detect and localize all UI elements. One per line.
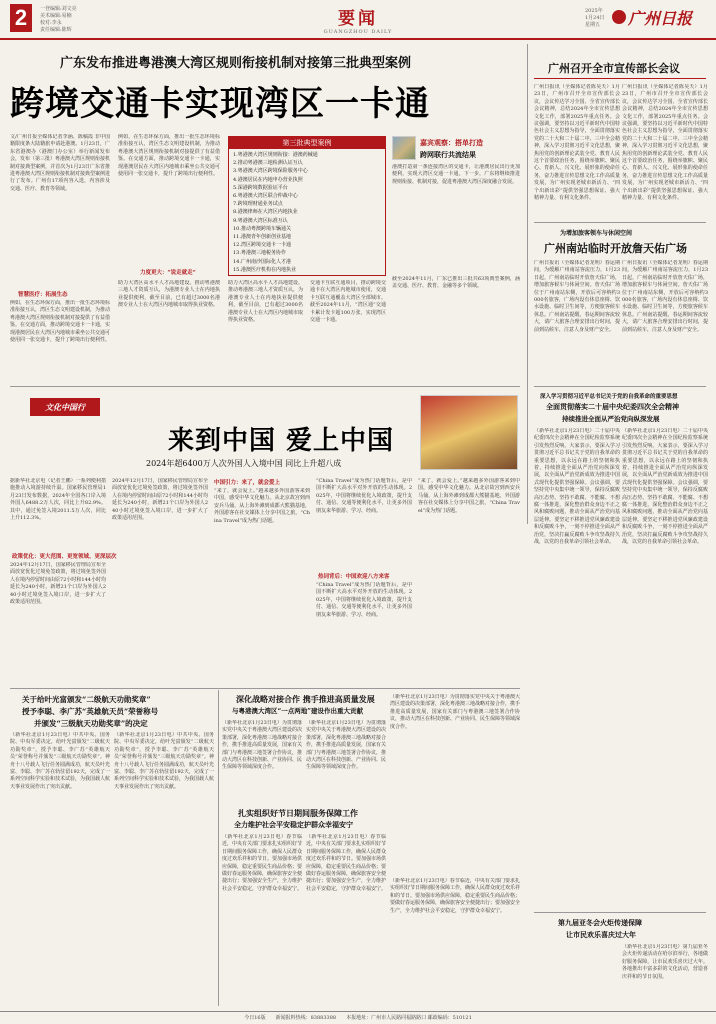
sidebar2-title: 广州南站临时开放詹天佑广场 xyxy=(544,242,687,255)
bottom4-title: 第九届亚冬会火炬传递保障 xyxy=(558,918,642,927)
bottom3-col1: （新华社北京1月23日电）春节临近，中央有关部门要求扎实组织好节日期间服务保障工作，确保人民群众度过欢乐祥和的节日。要加强市场供应保障，稳定重要民生商品价格；要做好春运服务保障，确保旅客安全便捷出行；要加强安全生产，全力维护社会平安稳定，守护群众幸福安宁。 xyxy=(222,834,302,892)
lead-col1b: 例如，在生态环保方面，推出一批生态环境标准衔接互认，湾区生态文明建设机制，为推动粤港澳大湾区规则衔接机制对接提供了有益借鉴。在交通方面，推动跨境交通卡一卡通，实现港澳居民在大湾区内地城市乘坐公共交通可使用同一张交通卡，提升了跨境出行便利性。 xyxy=(10,300,110,344)
lead-col4: 交通卡互联互通项目，推动跨境交通卡在大湾区内地城市使用，交通卡互联互通覆盖大湾区全部城市。截至2024年11月，“湾区通”交通卡累计发卡超100万张，实现湾区交通一卡通。 xyxy=(310,280,386,324)
lead-col2b: 助力大湾区高水平人才高地建设。推动粤港澳三地人才资质互认，为港澳专业人士在内地执业提供便利，截至目前，已有超过3000名港澳专业人士在大湾区内地城市取得执业资格。 xyxy=(118,280,220,309)
feature-photo xyxy=(420,395,518,470)
sidebar2-col2: 广州日报讯（全媒体记者龙明）春运期间，为缓解广州南站客流压力，1月23日起，广州南站临时开放詹天佑广场，增加旅客候车与休闲空间。詹天佑广场位于广州南站东侧，开放后可容纳约3000名旅客，广场内设有休息座椅、饮水设施、临时卫生间等，方便旅客候车休息。广州南站提醒，春运期间客流较大，请广大旅客合理安排出行时间，提前到站候车，注意人身及财产安全。 xyxy=(622,260,708,333)
case-list-title: 第三批典型案例 xyxy=(229,137,385,149)
sidebar1-col2: 广州日报讯（全媒体记者陈昊天）1月23日，广州市召开全市宣传部长会议，会议传达学习全国、全省宣传部长会议精神，总结2024年全市宣传思想文化工作，部署2025年重点任务。会议强调，要坚持以习近平新时代中国特色社会主义思想为指导，全面贯彻落实党的二十大和二十届二中、三中全会精神，深入学习贯彻习近平文化思想，聚焦用党的创新理论武装全党、教育人民这个首要政治任务，围绕举旗帜、聚民心、育新人、兴文化、展形象的使命任务，奋力推进宣传思想文化工作高质量发展，为广州实现老城市新活力、“四个出新出彩”提供坚强思想保证、强大精神力量、有利文化条件。 xyxy=(622,84,708,202)
bottom3-col2: （新华社北京1月23日电）春节临近，中央有关部门要求扎实组织好节日期间服务保障工作，确保人民群众度过欢乐祥和的节日。要加强市场供应保障，稳定重要民生商品价格；要做好春运服务保障，确保旅客安全便捷出行；要加强安全生产，全力维护社会平安稳定，守护群众幸福安宁。 xyxy=(306,834,386,892)
bottom1-title: 关于给叶光富颁发“二级航天功勋奖章” xyxy=(22,695,151,704)
feature-title: 来到中国 爱上中国 xyxy=(168,426,395,456)
bottom2-col3: （新华社北京1月23日电）为贯彻落实党中央关于粤港澳大湾区建设的决策部署，深化粤港澳三地战略对接合作，携手推进高质量发展，国家有关部门与粤港澳三地签署合作协议，推动大湾区在科技创新、产业协同、民生保障等领域深度合作。 xyxy=(390,694,520,730)
bottom1-col2: （新华社北京1月23日电）中共中央、国务院、中央军委决定，给叶光富颁发“二级航天功勋奖章”，授予李聪、李广苏“英雄航天员”荣誉称号并颁发“三级航天功勋奖章”。神舟十八号载人飞行任务圆满成功，航天员叶光富、李聪、李广苏在轨驻留192天，完成了一系列空间科学实验和技术试验，为我国载人航天事业发展作出了突出贡献。 xyxy=(114,732,214,790)
feature-col1: 据新华社北京电（记者王鹏）一系列便利措施推动入境游持续升温。国家移民管理局1月23日发布数据，2024年全国各口岸入境外国人6488.2万人次，同比上升82.9%。其中，通过免签入境2011.5万人次，同比上升112.3%。 xyxy=(10,478,106,522)
lead-col2: 例如，在生态环保方面，推出一批生态环境标准衔接互认，湾区生态文明建设机制，为推动粤港澳大湾区规则衔接机制对接提供了有益借鉴。在交通方面，推动跨境交通卡一卡通，实现港澳居民在大湾区内地城市乘坐公共交通可使用同一张交通卡，提升了跨境出行便利性。 xyxy=(118,134,220,178)
bottom1-title2: 授予李聪、李广苏“英雄航天员”荣誉称号 xyxy=(22,707,159,716)
feature-head1: 政策优化：更大范围、更宽领域、更深层次 xyxy=(12,554,117,560)
bottom4-divider xyxy=(534,912,706,913)
bottom4-body: （新华社北京1月23日电）第九届亚冬会火炬传递活动在哈尔滨举行，各地做好服务保障，让市民欢乐喜庆过大年。各地推出丰富多彩的文化活动，营造喜庆祥和的节日氛围。 xyxy=(622,944,708,980)
bottom3-col3: （新华社北京1月23日电）春节临近，中央有关部门要求扎实组织好节日期间服务保障工作，确保人民群众度过欢乐祥和的节日。要加强市场供应保障，稳定重要民生商品价格；要做好春运服务保障，确保旅客安全便捷出行；要加强安全生产，全力维护社会平安稳定，守护群众幸福安宁。 xyxy=(390,878,520,914)
feature-col4: “China Travel”成为热门话题背后，是中国不断扩大高水平对外开放的生动体现。2025年，中国将继续优化入境政策，提升支付、通信、交通等便利化水平，让更多外国朋友来华旅游、学习、经商。 xyxy=(316,478,412,514)
feature-head2: 中国引力：来了，就会爱上 xyxy=(214,480,281,486)
bottom2-col2: （新华社北京1月23日电）为贯彻落实党中央关于粤港澳大湾区建设的决策部署，深化粤港澳三地战略对接合作，携手推进高质量发展，国家有关部门与粤港澳三地签署合作协议，推动大湾区在科技创新、产业协同、民生保障等领域深度合作。 xyxy=(306,720,386,771)
feature-head3: 热词背后：中国欢迎八方来客 xyxy=(318,574,390,580)
feature-col4b: “China Travel”成为热门话题背后，是中国不断扩大高水平对外开放的生动体现。2025年，中国将继续优化入境政策，提升支付、通信、交通等便利化水平，让更多外国朋友来华旅游、学习、经商。 xyxy=(316,582,412,618)
right-pretitle: 深入学习贯彻习近平总书记关于党的自我革命的重要思想 xyxy=(540,394,678,400)
bottom2-col1: （新华社北京1月23日电）为贯彻落实党中央关于粤港澳大湾区建设的决策部署，深化粤港澳三地战略对接合作，携手推进高质量发展，国家有关部门与粤港澳三地签署合作协议，推动大湾区在科技创新、产业协同、民生保障等领域深度合作。 xyxy=(222,720,302,771)
issue-date: 2025年 1月24日 星期五 xyxy=(585,8,605,28)
lead-subtitle: 广东发布推进粤港澳大湾区规则衔接机制对接第三批典型案例 xyxy=(60,56,412,71)
interview-portrait xyxy=(392,136,416,160)
lead-sub-head-2: 力度更大：“说走就走” xyxy=(140,270,196,276)
feature-col3: “来了，就会爱上。”越来越多外国游客来到中国，感受中华文化魅力。从北京故宫到西安兵马俑，从上海外滩到成都大熊猫基地，外国游客在社交媒体上分享中国之旅，“China Travel”成为热门话题。 xyxy=(214,488,310,524)
right-divider xyxy=(534,386,706,387)
lead-title: 跨境交通卡实现湾区一卡通 xyxy=(10,84,430,124)
page-header xyxy=(0,0,716,40)
sidebar1-rule xyxy=(534,78,706,79)
feature-badge: 文化中国行 xyxy=(30,398,100,416)
bottom2-title: 深化战略对接合作 携手推进高质量发展 xyxy=(236,694,375,704)
feature-col5: “来了，就会爱上。”越来越多外国游客来到中国，感受中华文化魅力。从北京故宫到西安兵马俑，从上海外滩到成都大熊猫基地，外国游客在社交媒体上分享中国之旅，“China Travel”成为热门话题。 xyxy=(418,478,520,514)
newspaper-logo-icon xyxy=(612,10,626,24)
bottom1-col1: （新华社北京1月23日电）中共中央、国务院、中央军委决定，给叶光富颁发“二级航天功勋奖章”，授予李聪、李广苏“英雄航天员”荣誉称号并颁发“三级航天功勋奖章”。神舟十八号载人飞行任务圆满成功，航天员叶光富、李聪、李广苏在轨驻留192天，完成了一系列空间科学实验和技术试验，为我国载人航天事业发展作出了突出贡献。 xyxy=(10,732,110,790)
bottom4-title2: 让市民欢乐喜庆过大年 xyxy=(566,930,636,939)
section-title: 要闻 GUANGZHOU DAILY xyxy=(323,9,393,35)
column-divider xyxy=(527,44,528,524)
lead-sub-head: 智慧医疗：拓展生态 xyxy=(18,292,68,298)
case-list-box xyxy=(228,136,386,276)
sidebar1-col1: 广州日报讯（全媒体记者陈昊天）1月23日，广州市召开全市宣传部长会议，会议传达学习全国、全省宣传部长会议精神，总结2024年全市宣传思想文化工作，部署2025年重点任务。会议强调，要坚持以习近平新时代中国特色社会主义思想为指导，全面贯彻落实党的二十大和二十届二中、三中全会精神，深入学习贯彻习近平文化思想，聚焦用党的创新理论武装全党、教育人民这个首要政治任务，围绕举旗帜、聚民心、育新人、兴文化、展形象的使命任务，奋力推进宣传思想文化工作高质量发展，为广州实现老城市新活力、“四个出新出彩”提供坚强思想保证、强大精神力量、有利文化条件。 xyxy=(534,84,620,202)
editor-credits: 一登编辑:刘文亮 美术编辑:易楠 校对:李永 责任编辑:陈辉 xyxy=(40,6,77,33)
interview-subtitle: 跨网联行共流结果 xyxy=(420,150,476,159)
right-title: 全面贯彻落实二十届中央纪委四次全会精神 xyxy=(546,402,679,411)
bottom2-sub: 与粤港澳大湾区“一点两地”建设作出重大贡献 xyxy=(232,707,363,715)
page-footer: 今日16版 新闻报料热线：83883388 本报地址：广州市人民路同福路路口 邮政编码：510121 xyxy=(0,1011,716,1024)
feature-subtitle: 2024年超6400万人次外国人入境中国 同比上升超八成 xyxy=(146,459,342,468)
sidebar-divider xyxy=(534,222,706,223)
sidebar2-pretitle: 为增加旅客领车与休闲空间 xyxy=(560,230,633,237)
lead-col3: 助力大湾区高水平人才高地建设。推动粤港澳三地人才资质互认，为港澳专业人士在内地执业提供便利，截至目前，已有超过3000名港澳专业人士在大湾区内地城市取得执业资格。 xyxy=(228,280,303,324)
lead-col1: 文/广州日报全媒体记者李涵、陈稿霞 非中国籍限度条大陆籍旅申请赴港澳。1月23日，广东省港澳办（港澳门办公室）举行新闻发布会，发布（第三批）粤港澳大湾区规则衔接机制对接典型案例，并首次为1月23日广东省推进粤港澳大湾区规则衔接机制对接典型案例进行了发布。广州有17项内容入选，内容涉及交通、医疗、教育等领域。 xyxy=(10,134,110,192)
page-number: 2 xyxy=(10,4,32,32)
bottom1-title3: 并颁发“三级航天功勋奖章”的决定 xyxy=(34,719,148,728)
feature-col2: 2024年12月17日，国家移民管理局宣布全面放宽优化过境免签政策，将过境免签外国人在境内停留时间由原72小时和144小时均延长为240小时，新增21个口岸为外国人240小时过境免签入境口岸，进一步扩大了政策适用范围。 xyxy=(112,478,208,522)
right-title2: 持续推进全面从严治党向纵深发展 xyxy=(562,415,660,423)
case-list: 1.粤港澳大湾区规则衔接：港澳药械通 2.推动粤港澳三地检测认证互认 3.粤港澳大湾区跨境保险服务中心 4.港澳居民在内地申办营业执照 5.深港跨境数据验证平台 6.粤港澳大湾区联合仲裁中心 7.跨境理财通业务试点 8.港澳律师在大湾区内地执业 9.粤港澳大湾区标准互认 10.推动粤澳跨境车辆通关 11.港澳青年创新创业基地 12.湾区跨境交通卡一卡通 13.粤港澳三地税务协作 14.广州南沙国际化人才港 15.港澳医疗机构在内地执业 xyxy=(233,152,318,273)
newspaper-logo: 广州日报 xyxy=(628,9,693,28)
bottom-vline xyxy=(218,690,219,1006)
sidebar1-title: 广州召开全市宣传部长会议 xyxy=(548,62,680,75)
right-col1: （新华社北京1月23日电）二十届中央纪委四次全会精神在全国纪检监察系统引发热烈反响。大家表示，要深入学习贯彻习近平总书记关于党的自我革命的重要思想，以永远在路上的坚韧和执着，持续推进全面从严治党向纵深发展，以全面从严治党新成效为推进中国式现代化提供坚强保障。会议强调，要坚持党中央集中统一领导，保持反腐败高压态势，坚持不敢腐、不能腐、不想腐一体推进，深化整治群众身边不正之风和腐败问题，推动全面从严治党向基层延伸。要坚定不移推进党风廉政建设和反腐败斗争，一刻不停推进全面从严治党，坚决打赢反腐败斗争攻坚战持久战，以党的自我革命引领社会革命。 xyxy=(534,428,620,546)
interview-body2: 截至2024年11月，广东已推出三批共63项典型案例，涵盖交通、医疗、教育、金融等多个领域。 xyxy=(392,276,520,290)
bottom-divider xyxy=(10,688,520,689)
sidebar2-col1: 广州日报讯（全媒体记者龙明）春运期间，为缓解广州南站客流压力，1月23日起，广州南站临时开放詹天佑广场，增加旅客候车与休闲空间。詹天佑广场位于广州南站东侧，开放后可容纳约3000名旅客，广场内设有休息座椅、饮水设施、临时卫生间等，方便旅客候车休息。广州南站提醒，春运期间客流较大，请广大旅客合理安排出行时间，提前到站候车，注意人身及财产安全。 xyxy=(534,260,620,333)
interview-body: 港澳打造第一条连接湾区的交通卡，让港澳居民出行更加便利，实现大湾区交通一卡通。下一步，广东将继续推进规则衔接、机制对接，促进粤港澳大湾区深度融合发展。 xyxy=(392,164,520,185)
feature-col1b: 2024年12月17日，国家移民管理局宣布全面放宽优化过境免签政策，将过境免签外国人在境内停留时间由原72小时和144小时均延长为240小时，新增21个口岸为外国人240小时过境免签入境口岸，进一步扩大了政策适用范围。 xyxy=(10,562,106,606)
bottom3-title: 扎实组织好节日期间服务保障工作 xyxy=(238,808,358,818)
right-col2: （新华社北京1月23日电）二十届中央纪委四次全会精神在全国纪检监察系统引发热烈反响。大家表示，要深入学习贯彻习近平总书记关于党的自我革命的重要思想，以永远在路上的坚韧和执着，持续推进全面从严治党向纵深发展，以全面从严治党新成效为推进中国式现代化提供坚强保障。会议强调，要坚持党中央集中统一领导，保持反腐败高压态势，坚持不敢腐、不能腐、不想腐一体推进，深化整治群众身边不正之风和腐败问题，推动全面从严治党向基层延伸。要坚定不移推进党风廉政建设和反腐败斗争，一刻不停推进全面从严治党，坚决打赢反腐败斗争攻坚战持久战，以党的自我革命引领社会革命。 xyxy=(622,428,708,546)
interview-title: 嘉宾观察：搭单打造 xyxy=(420,138,483,147)
feature-divider xyxy=(10,386,520,387)
bottom3-sub: 全力维护社会平安稳定护群众幸福安宁 xyxy=(234,820,353,829)
